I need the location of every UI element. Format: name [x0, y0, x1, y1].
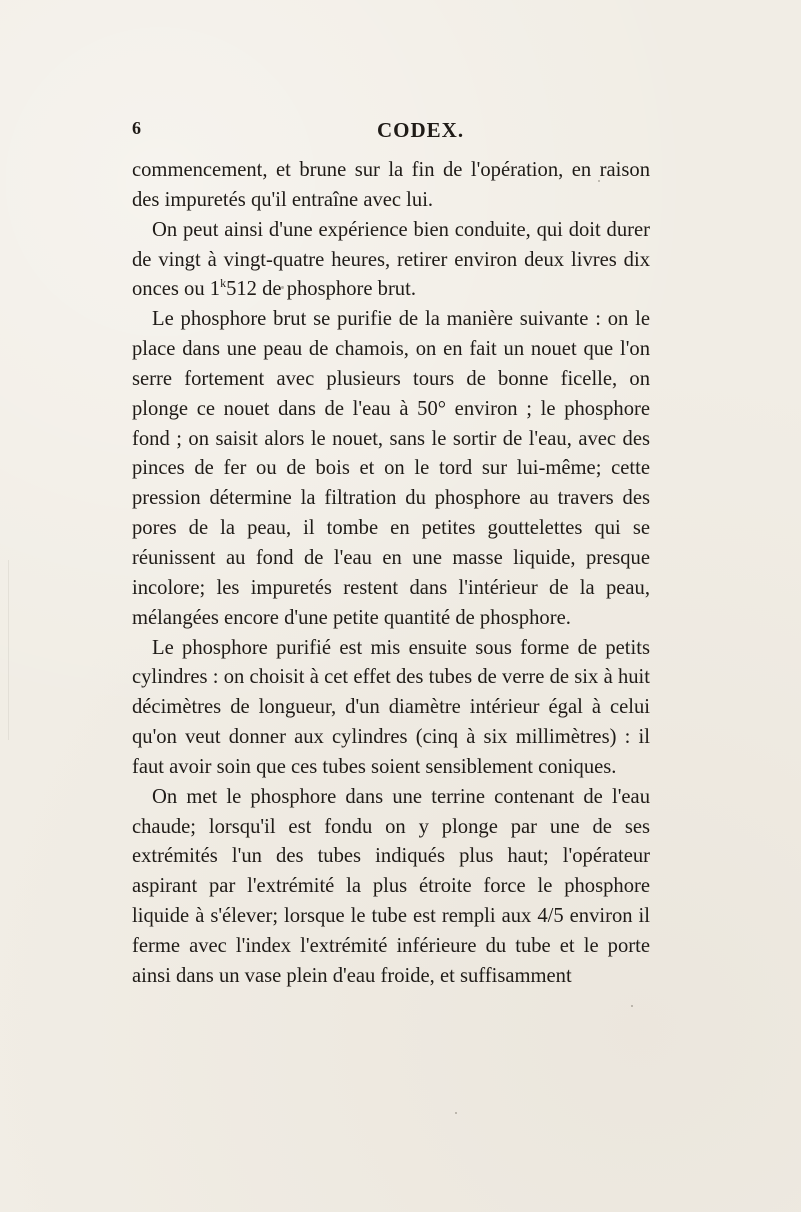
- page-header: [132, 118, 652, 146]
- kilogram-superscript: k: [220, 276, 227, 291]
- paper-speck: [631, 1005, 633, 1007]
- paper-speck: [598, 180, 600, 182]
- paragraph-yield: [132, 216, 650, 306]
- paragraph-molding: On met le phosphore dans une terrine contenant de l'eau chaude; lorsqu'il est fondu on y plonge par une de ses extrémités l'un des tubes indiqués plus haut; l'opérateur aspirant par l'extrémité la plus étroite force le phosphore liquide à s'élever; lorsque le tube est rempli aux 4/5 environ il ferme avec l'index l'extrémité inférieure du tube et le porte ainsi dans un vase plein d'eau froide, et suffisamment: [132, 785, 650, 987]
- paragraph-cylinders: Le phosphore purifié est mis ensuite sous forme de petits cylindres : on choisit à cet effet des tubes de verre de six à huit décimètres de longueur, d'un diamètre intérieur égal à celui qu'on veut donner aux cylindres (cinq à six millimètres) : il faut avoir soin que ces tubes soient sensiblement coniques.: [132, 636, 650, 778]
- paragraph-continuation: commencement, et brune sur la fin de l'opération, en raison des impuretés qu'il entraîne avec lui.: [132, 159, 650, 211]
- paper-speck: [455, 1112, 457, 1114]
- paragraph-purification: Le phosphore brut se purifie de la manière suivante : on le place dans une peau de chamois, on en fait un nouet que l'on serre fortement avec plusieurs tours de bonne ficelle, on plonge ce nouet dans de l'eau à 50° environ ; le phosphore fond ; on saisit alors le nouet, sans le sortir de l'eau, avec des pinces de fer ou de bois et on le tord sur lui-même; cette pression détermine la filtration du phosphore au travers des pores de la peau, il tombe en petites gouttelettes qui se réunissent au fond de l'eau en une masse liquide, presque incolore; les impuretés restent dans l'intérieur de la peau, mélangées encore d'une petite quantité de phosphore.: [132, 308, 650, 629]
- body-text: [132, 156, 650, 992]
- paragraph-yield-end: 512 de phosphore brut.: [226, 278, 416, 301]
- paragraph-yield-text: On peut ainsi d'une expérience bien conduite, qui doit durer de vingt à vingt-quatre heures, retirer environ deux livres dix onces ou 1: [132, 218, 650, 301]
- page-number: 6: [132, 118, 142, 138]
- paper-speck: [281, 286, 284, 289]
- page-edge-shadow: [0, 560, 9, 740]
- running-head: CODEX.: [377, 118, 465, 142]
